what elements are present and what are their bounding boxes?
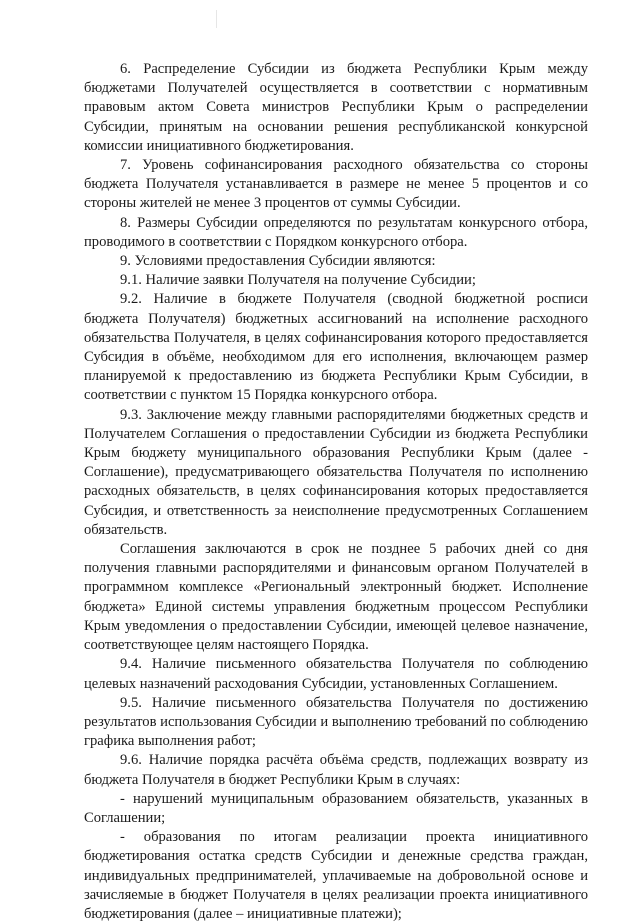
- paragraph-9: 9. Условиями предоставления Субсидии являются:: [120, 253, 436, 270]
- paragraph-9-2: 9.2. Наличие в бюджете Получателя (сводной бюджетной росписи бюджета Получателя) бюджетных ассигнований на исполнение расходного обязательства Получателя, в целях софинансирования которого предоставляется Субсидия в объёме, необходимом для его исполнения, включающем размер планируемой к предоставлению из бюджета Республики Крым Субсидии, в соответствии с пунктом 15 Порядка конкурсного отбора.: [84, 291, 588, 404]
- document-body: [84, 60, 588, 924]
- list-item-remainder: - образования по итогам реализации проекта инициативного бюджетирования остатка средств Субсидии и денежные средства граждан, индивидуальных предпринимателей, уплачиваемые на добровольной основе и зачисляемые в бюджет Получателя в целях реализации проекта инициативного бюджетирования (далее – инициативные платежи);: [84, 829, 588, 922]
- paragraph-9-4: 9.4. Наличие письменного обязательства Получателя по соблюдению целевых назначений расходования Субсидии, установленных Соглашением.: [84, 656, 588, 692]
- paragraph-9-1: 9.1. Наличие заявки Получателя на получение Субсидии;: [120, 272, 476, 289]
- paragraph-9-5: 9.5. Наличие письменного обязательства Получателя по достижению результатов использования Субсидии и выполнению требований по соблюдению графика выполнения работ;: [84, 694, 588, 750]
- paragraph-7: 7. Уровень софинансирования расходного обязательства со стороны бюджета Получателя устанавливается в размере не менее 5 процентов и со стороны жителей не менее 3 процентов от суммы Субсидии.: [84, 157, 588, 212]
- paragraph-6: 6. Распределение Субсидии из бюджета Республики Крым между бюджетами Получателей осуществляется в соответствии с нормативным правовым актом Совета министров Республики Крым о распределении Субсидии, принятым на основании решения республиканской конкурсной комиссии инициативного бюджетирования.: [84, 61, 588, 154]
- paragraph-8: 8. Размеры Субсидии определяются по результатам конкурсного отбора, проводимого в соответствии с Порядком конкурсного отбора.: [84, 214, 588, 250]
- list-item-violations: - нарушений муниципальным образованием обязательств, указанных в Соглашении;: [84, 790, 588, 826]
- paragraph-9-3: 9.3. Заключение между главными распорядителями бюджетных средств и Получателем Соглашения о предоставлении Субсидии из бюджета Республики Крым бюджету муниципального образования Республики Крым (далее - Соглашение), предусматривающего обязательства Получателя по исполнению расходных обязательств, в целях софинансирования которых предоставляется Субсидия, и ответственность за неисполнение предусмотренных Соглашением обязательств.: [84, 406, 588, 538]
- paragraph-9-6: 9.6. Наличие порядка расчёта объёма средств, подлежащих возврату из бюджета Получателя в бюджет Республики Крым в случаях:: [84, 752, 588, 788]
- paragraph-agreements: Соглашения заключаются в срок не позднее 5 рабочих дней со дня получения главными распорядителями и финансовым органом Получателей в программном комплексе «Региональный электронный бюджет. Исполнение бюджета» Единой системы управления бюджетным процессом Республики Крым уведомления о предоставлении Субсидии, имеющей целевое назначение, соответствующее целям настоящего Порядка.: [84, 541, 588, 654]
- scan-artifact: [216, 10, 217, 28]
